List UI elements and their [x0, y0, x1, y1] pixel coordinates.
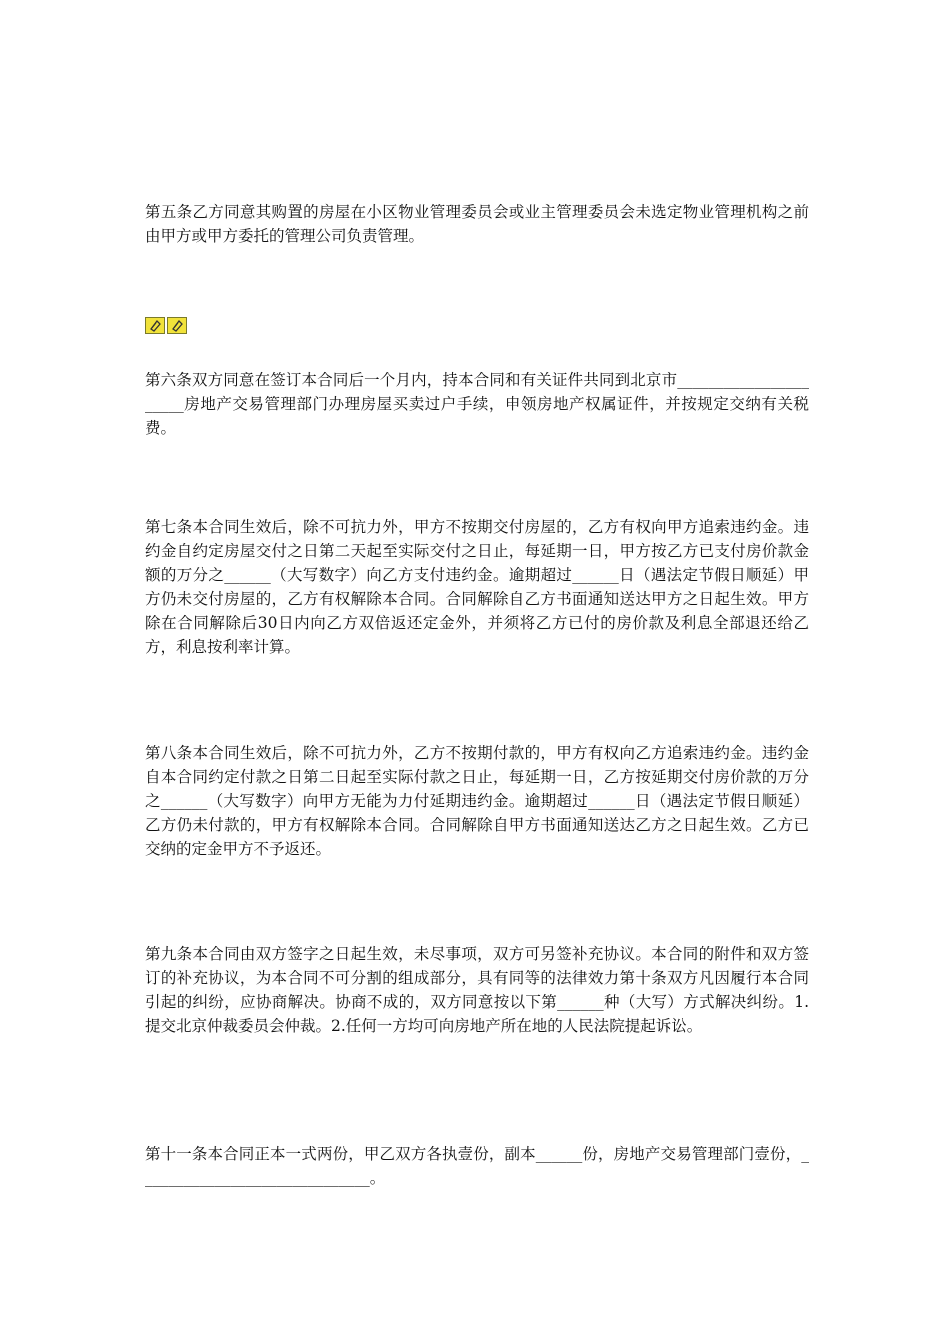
article-7: 第七条本合同生效后，除不可抗力外，甲方不按期交付房屋的，乙方有权向甲方追索违约金。违约金自约定房屋交付之日第二天起至实际交付之日止，每延期一日，甲方按乙方已支付房价款金额的万分之______（大写数字）向乙方支付违约金。逾期超过______日（遇法定节假日顺延）甲方仍未交付房屋的，乙方有权解除本合同。合同解除自乙方书面通知送达甲方之日起生效。甲方除在合同解除后30日内向乙方双倍返还定金外，并须将乙方已付的房价款及利息全部退还给乙方，利息按利率计算。 [145, 518, 809, 656]
attachment-icon[interactable] [167, 317, 187, 334]
article-9: 第九条本合同由双方签字之日起生效，未尽事项，双方可另签补充协议。本合同的附件和双方签订的补充协议，为本合同不可分割的组成部分，具有同等的法律效力第十条双方凡因履行本合同引起的纠纷，应协商解决。协商不成的，双方同意按以下第______种（大写）方式解决纠纷。1.提交北京仲裁委员会仲裁。2.任何一方均可向房地产所在地的人民法院提起诉讼。 [145, 945, 809, 1035]
attachment-icon[interactable] [145, 317, 165, 334]
article-11: 第十一条本合同正本一式两份，甲乙双方各执壹份，副本______份，房地产交易管理部门壹份，______________________________。 [145, 1145, 809, 1187]
article-5: 第五条乙方同意其购置的房屋在小区物业管理委员会或业主管理委员会未选定物业管理机构之前由甲方或甲方委托的管理公司负责管理。 [145, 203, 809, 245]
attachment-icons [145, 317, 187, 334]
article-8: 第八条本合同生效后，除不可抗力外，乙方不按期付款的，甲方有权向乙方追索违约金。违约金自本合同约定付款之日第二日起至实际付款之日止，每延期一日，乙方按延期交付房价款的万分之______（大写数字）向甲方无能为力付延期违约金。逾期超过______日（遇法定节假日顺延）乙方仍未付款的，甲方有权解除本合同。合同解除自甲方书面通知送达乙方之日起生效。乙方已交纳的定金甲方不予返还。 [145, 744, 809, 858]
article-6: 第六条双方同意在签订本合同后一个月内，持本合同和有关证件共同到北京市______________________房地产交易管理部门办理房屋买卖过户手续，申领房地产权属证件，并按规定交纳有关税费。 [145, 371, 809, 437]
